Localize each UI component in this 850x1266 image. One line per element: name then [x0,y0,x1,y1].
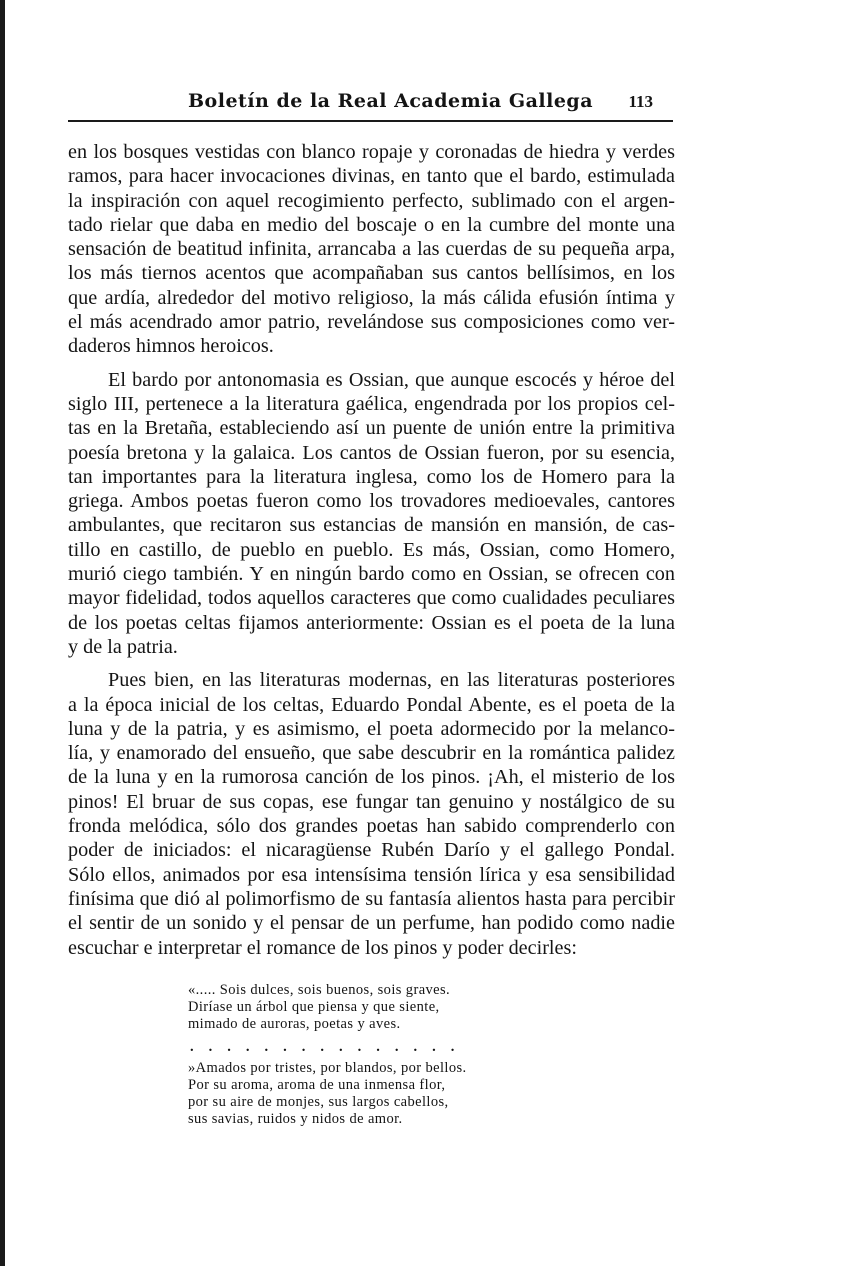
paragraph-gap [68,659,675,668]
text-line: los más tiernos acentos que acompañaban sus cantos bellísimos, en los [68,262,675,285]
page-number: 113 [628,92,653,111]
text-line: murió ciego también. Y en ningún bardo como en Ossian, se ofrecen con [68,563,675,586]
text-line: sensación de beatitud infinita, arrancaba a las cuerdas de su pequeña arpa, [68,238,675,261]
text-line: fronda melódica, sólo dos grandes poetas han sabido comprenderlo con [68,815,675,838]
text-line: que ardía, alrededor del motivo religioso, la más cálida efusión íntima y [68,286,675,309]
text-line: el más acendrado amor patrio, revelándose sus composiciones como ver- [68,311,675,334]
page-binding-edge [0,0,5,1266]
poem-stanza-2 [188,1060,568,1128]
text-line: pinos! El bruar de sus copas, ese fungar tan genuino y nostálgico de su [68,790,675,813]
poem-stanza-1 [188,982,568,1033]
body-text [68,140,675,960]
poem-ellipsis-divider: ............... [190,1039,470,1055]
text-line: griega. Ambos poetas fueron como los trovadores medioevales, cantores [68,490,675,513]
running-header [68,86,673,122]
text-line: tan importantes para la literatura inglesa, como los de Homero para la [68,465,675,488]
poem-line: sus savias, ruidos y nidos de amor. [188,1111,403,1127]
text-line: a la época inicial de los celtas, Eduardo Pondal Abente, es el poeta de la [68,693,675,716]
text-line: ramos, para hacer invocaciones divinas, en tanto que el bardo, estimulada [68,165,675,188]
text-line: lía, y enamorado del ensueño, que sabe descubrir en la romántica palidez [68,742,675,765]
text-line: Sólo ellos, animados por esa intensísima tensión lírica y esa sensibilidad [68,863,675,886]
text-line: finísima que dió al polimorfismo de su fantasía alientos hasta para percibir [68,887,675,910]
text-line: el sentir de un sonido y el pensar de un perfume, han podido como nadie [68,912,675,935]
text-line: poesía bretona y la galaica. Los cantos de Ossian fueron, por su esencia, [68,441,675,464]
text-line: tado rielar que daba en medio del boscaje o en la cumbre del monte una [68,213,675,236]
poem-line: »Amados por tristes, por blandos, por bellos. [188,1060,467,1076]
text-line: poder de iniciados: el nicaragüense Rubén Darío y el gallego Pondal. [68,839,675,862]
text-line: en los bosques vestidas con blanco ropaje y coronadas de hiedra y verdes [68,141,675,163]
text-line: mayor fidelidad, todos aquellos caracteres que como cualidades peculiares [68,587,675,610]
poem-quotation [188,982,568,1128]
text-line: de los poetas celtas fijamos anteriormente: Ossian es el poeta de la luna [68,611,675,634]
text-line: ambulantes, que recitaron sus estancias de mansión en mansión, de cas- [68,514,675,537]
poem-line: por su aire de monjes, sus largos cabellos, [188,1094,449,1110]
poem-line: Diríase un árbol que piensa y que siente, [188,999,440,1015]
text-line: daderos himnos heroicos. [68,335,274,358]
text-line: luna y de la patria, y es asimismo, el poeta adormecido por la melanco- [68,717,675,740]
text-line: siglo III, pertenece a la literatura gaélica, engendrada por los propios cel- [68,392,675,415]
text-line: tillo en castillo, de pueblo en pueblo. Es más, Ossian, como Homero, [68,538,675,561]
journal-title: Boletín de la Real Academia Gallega [188,90,594,112]
poem-line: mimado de auroras, poetas y aves. [188,1016,401,1032]
text-line: y de la patria. [68,635,178,658]
text-line: de la luna y en la rumorosa canción de los pinos. ¡Ah, el misterio de los [68,766,675,789]
poem-line: Por su aroma, aroma de una inmensa flor, [188,1077,446,1093]
text-line: tas en la Bretaña, estableciendo así un puente de unión entre la primitiva [68,417,675,440]
text-line: la inspiración con aquel recogimiento perfecto, sublimado con el argen- [68,189,675,212]
paragraph-gap [68,359,675,368]
text-line: Pues bien, en las literaturas modernas, en las literaturas posteriores [108,669,675,692]
poem-line: «..... Sois dulces, sois buenos, sois graves. [188,982,451,998]
text-line: El bardo por antonomasia es Ossian, que aunque escocés y héroe del [108,368,675,391]
text-line: escuchar e interpretar el romance de los pinos y poder decirles: [68,936,577,959]
